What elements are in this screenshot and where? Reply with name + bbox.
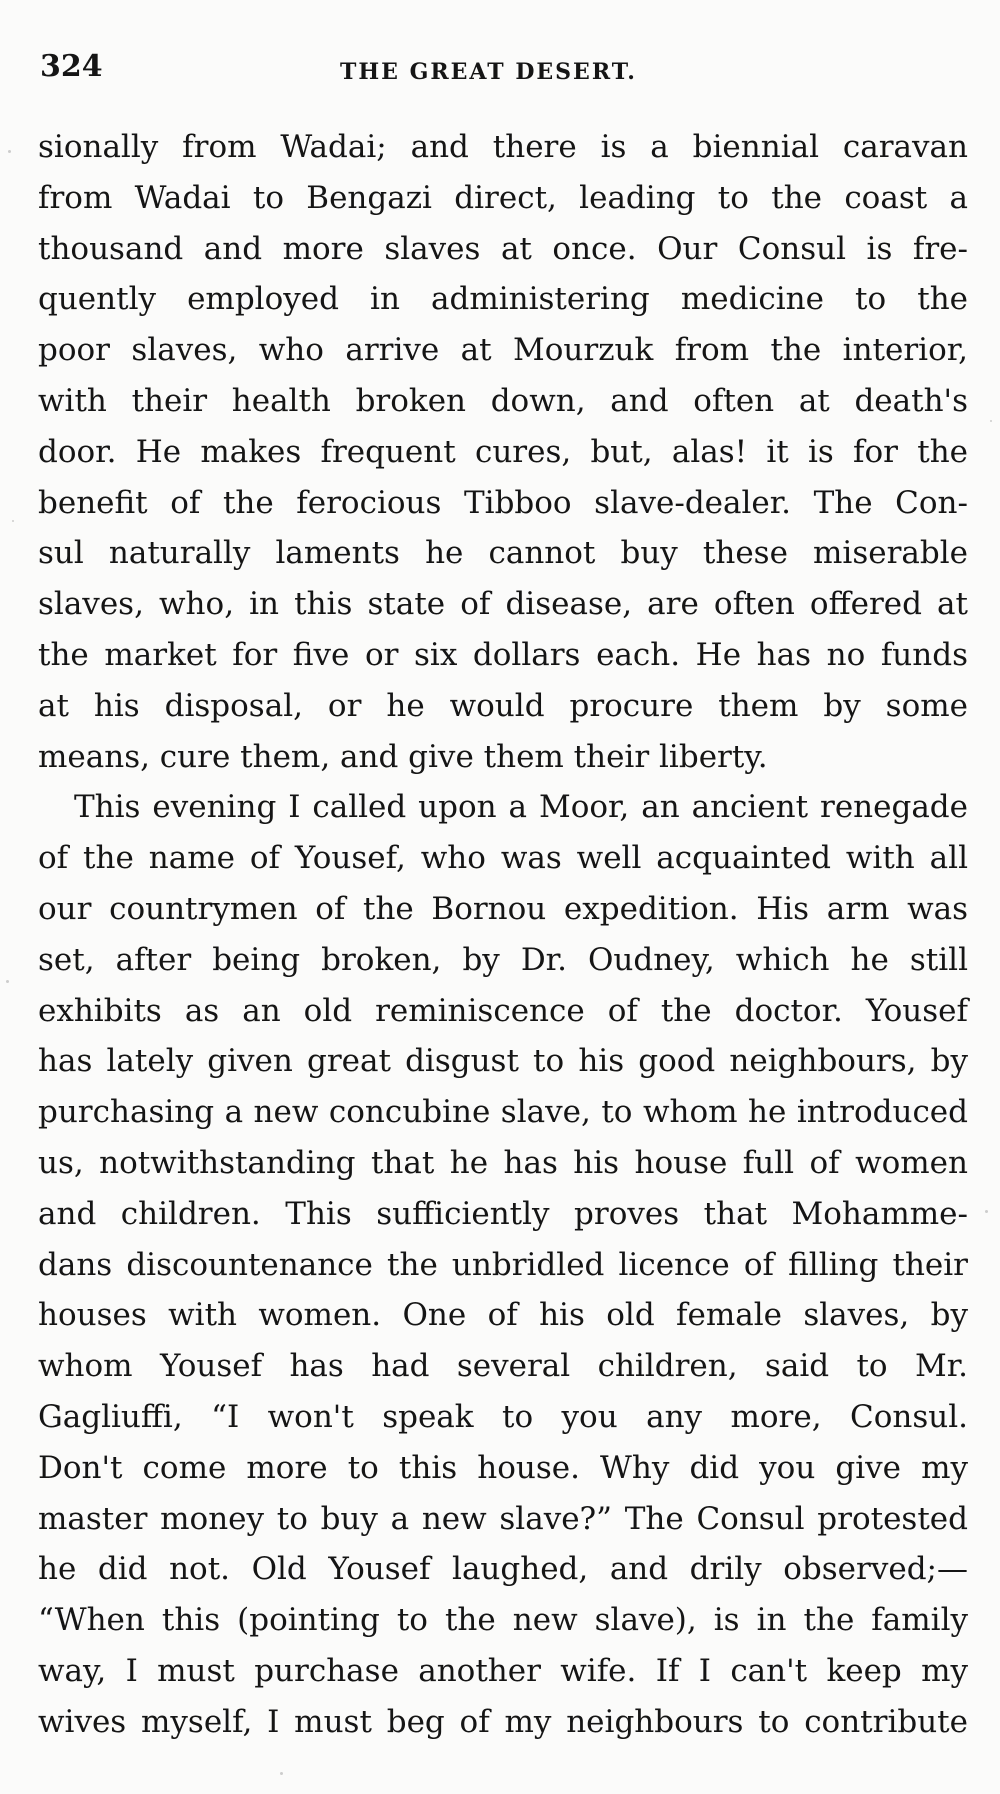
text-line: sul naturally laments he cannot buy these miserable (38, 535, 968, 572)
paper-speck (990, 420, 992, 422)
text-line: he did not. Old Yousef laughed, and drily observed;— (38, 1551, 968, 1588)
text-line: at his disposal, or he would procure them by some (38, 687, 968, 724)
paragraph-end-line: means, cure them, and give them their liberty. (38, 738, 768, 775)
text-line: Don't come more to this house. Why did you give my (38, 1449, 968, 1486)
text-line: master money to buy a new slave?” The Consul protested (38, 1500, 968, 1537)
text-line: the market for five or six dollars each. He has no funds (38, 636, 968, 673)
text-line: set, after being broken, by Dr. Oudney, which he still (38, 941, 968, 978)
paper-speck (8, 150, 11, 153)
text-line: whom Yousef has had several children, said to Mr. (38, 1348, 968, 1385)
paper-speck (985, 1210, 988, 1213)
text-line: of the name of Yousef, who was well acquainted with all (38, 840, 968, 877)
text-line: wives myself, I must beg of my neighbours to contribute (38, 1703, 968, 1740)
text-line: has lately given great disgust to his good neighbours, by (38, 1043, 968, 1080)
text-line: purchasing a new concubine slave, to whom he introduced (38, 1094, 968, 1131)
text-line: with their health broken down, and often at death's (38, 382, 968, 419)
body-text (38, 122, 968, 1748)
paper-speck (6, 980, 9, 983)
text-line: sionally from Wadai; and there is a biennial caravan (38, 129, 968, 165)
page-header (40, 49, 970, 102)
text-line: exhibits as an old reminiscence of the doctor. Yousef (38, 992, 968, 1029)
page-number: 324 (40, 49, 103, 84)
text-line: quently employed in administering medicine to the (38, 281, 968, 318)
text-line: way, I must purchase another wife. If I can't keep my (38, 1652, 968, 1689)
text-line: our countrymen of the Bornou expedition. His arm was (38, 890, 968, 927)
text-line: and children. This sufficiently proves that Mohamme- (38, 1195, 968, 1232)
paper-speck (12, 520, 14, 522)
paper-speck (280, 1772, 283, 1775)
text-line: door. He makes frequent cures, but, alas! it is for the (38, 433, 968, 470)
running-title: THE GREAT DESERT. (340, 59, 637, 85)
text-line: from Wadai to Bengazi direct, leading to the coast a (38, 179, 968, 216)
text-line: poor slaves, who arrive at Mourzuk from the interior, (38, 332, 968, 369)
text-line: dans discountenance the unbridled licence of filling their (38, 1246, 968, 1283)
paragraph-start-line: This evening I called upon a Moor, an ancient renegade (74, 789, 968, 826)
text-line: houses with women. One of his old female slaves, by (38, 1297, 968, 1334)
text-line: thousand and more slaves at once. Our Consul is fre- (38, 230, 968, 267)
text-line: “When this (pointing to the new slave), is in the family (38, 1602, 968, 1639)
text-line: us, notwithstanding that he has his house full of women (38, 1144, 968, 1181)
text-line: Gagliuffi, “I won't speak to you any more, Consul. (38, 1398, 968, 1435)
text-line: benefit of the ferocious Tibboo slave-dealer. The Con- (38, 484, 968, 521)
text-line: slaves, who, in this state of disease, are often offered at (38, 586, 968, 623)
